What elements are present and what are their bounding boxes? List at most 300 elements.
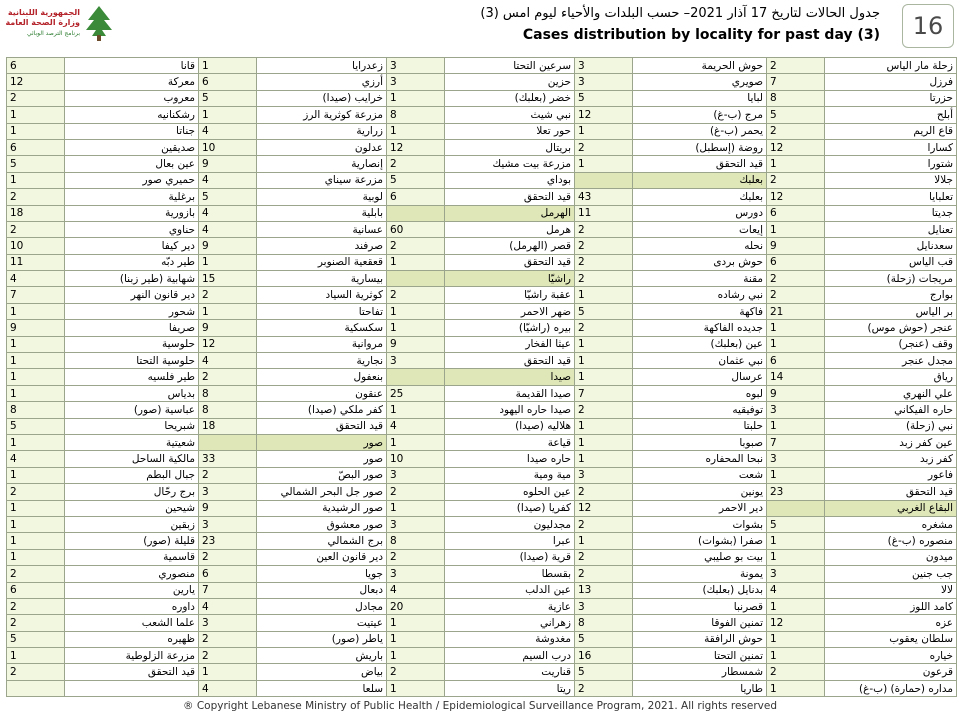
case-count-cell: 2 bbox=[387, 238, 445, 254]
case-count-cell: 2 bbox=[387, 484, 445, 500]
locality-name-cell: قاع الريم bbox=[825, 123, 957, 139]
case-count-cell: 2 bbox=[7, 664, 65, 680]
table-row bbox=[7, 238, 957, 254]
case-count-cell: 1 bbox=[7, 172, 65, 188]
table-row bbox=[7, 467, 957, 483]
case-count-cell: 2 bbox=[199, 549, 257, 565]
locality-name-cell: قيد التحقق bbox=[65, 664, 199, 680]
case-count-cell: 2 bbox=[575, 271, 633, 287]
case-count-cell: 18 bbox=[7, 205, 65, 221]
case-count-cell: 2 bbox=[7, 566, 65, 582]
locality-name-cell: سكسكية bbox=[257, 320, 387, 336]
case-count-cell: 4 bbox=[7, 451, 65, 467]
table-row bbox=[7, 582, 957, 598]
case-count-cell: 1 bbox=[7, 467, 65, 483]
table-row bbox=[7, 615, 957, 631]
locality-name-cell: عين (بعلبك) bbox=[633, 336, 767, 352]
locality-name-cell: عباسية (صور) bbox=[65, 402, 199, 418]
case-count-cell: 9 bbox=[387, 336, 445, 352]
locality-name-cell: شتورا bbox=[825, 156, 957, 172]
locality-name-cell: شحور bbox=[65, 303, 199, 319]
case-count-cell: 9 bbox=[199, 156, 257, 172]
case-count-cell: 20 bbox=[387, 598, 445, 614]
case-count-cell: 12 bbox=[575, 500, 633, 516]
locality-name-cell: خرايب (صيدا) bbox=[257, 90, 387, 106]
locality-name-cell: عنقون bbox=[257, 385, 387, 401]
locality-name-cell: قيد التحقق bbox=[257, 418, 387, 434]
case-count-cell: 1 bbox=[767, 221, 825, 237]
locality-name-cell: مجدل عنجر bbox=[825, 353, 957, 369]
locality-name-cell: بنعفول bbox=[257, 369, 387, 385]
locality-name-cell: بوارج bbox=[825, 287, 957, 303]
locality-name-cell: قعقعية الصنوبر bbox=[257, 254, 387, 270]
locality-name-cell: مغدوشة bbox=[445, 631, 575, 647]
case-count-cell: 1 bbox=[767, 648, 825, 664]
case-count-cell bbox=[575, 172, 633, 188]
table-row bbox=[7, 516, 957, 532]
case-count-cell: 2 bbox=[387, 549, 445, 565]
locality-name-cell: قاسمية bbox=[65, 549, 199, 565]
locality-name-cell: برغلية bbox=[65, 189, 199, 205]
case-count-cell: 5 bbox=[7, 631, 65, 647]
case-count-cell: 5 bbox=[575, 303, 633, 319]
case-count-cell: 13 bbox=[575, 582, 633, 598]
title-english: Cases distribution by locality for past day (3) bbox=[522, 27, 880, 43]
locality-name-cell: شهابية (طير زبنا) bbox=[65, 271, 199, 287]
table-row bbox=[7, 320, 957, 336]
case-count-cell: 2 bbox=[199, 648, 257, 664]
case-count-cell: 8 bbox=[575, 615, 633, 631]
case-count-cell: 3 bbox=[199, 484, 257, 500]
case-count-cell bbox=[387, 369, 445, 385]
case-count-cell: 23 bbox=[199, 533, 257, 549]
locality-name-cell: توفيقيه bbox=[633, 402, 767, 418]
case-count-cell: 1 bbox=[7, 107, 65, 123]
case-count-cell: 9 bbox=[199, 320, 257, 336]
case-count-cell: 2 bbox=[7, 189, 65, 205]
locality-name-cell: زعدرايا bbox=[257, 58, 387, 74]
case-count-cell: 4 bbox=[199, 123, 257, 139]
case-count-cell: 2 bbox=[387, 287, 445, 303]
case-count-cell: 1 bbox=[575, 336, 633, 352]
locality-name-cell: بشوات bbox=[633, 516, 767, 532]
locality-name-cell: مريجات (زحلة) bbox=[825, 271, 957, 287]
logo-line-1: الجمهورية اللبنانية bbox=[7, 8, 80, 17]
locality-name-cell: فاعور bbox=[825, 467, 957, 483]
locality-name-cell: كسارا bbox=[825, 139, 957, 155]
case-count-cell: 3 bbox=[575, 58, 633, 74]
locality-name-cell: كامد اللوز bbox=[825, 598, 957, 614]
locality-name-cell: هلاليه (صيدا) bbox=[445, 418, 575, 434]
case-count-cell: 2 bbox=[199, 369, 257, 385]
case-count-cell: 2 bbox=[575, 566, 633, 582]
locality-name-cell: بدياس bbox=[65, 385, 199, 401]
locality-name-cell: شبريحا bbox=[65, 418, 199, 434]
locality-name-cell: حاره الفيكاني bbox=[825, 402, 957, 418]
title-arabic: جدول الحالات لتاريخ 17 آذار 2021– حسب البلدات والأحياء ليوم امس (3) bbox=[480, 6, 880, 21]
case-count-cell: 1 bbox=[575, 156, 633, 172]
locality-name-cell: عقبة راشيّا bbox=[445, 287, 575, 303]
locality-name-cell: قليلة (صور) bbox=[65, 533, 199, 549]
locality-name-cell: نبحا المحفاره bbox=[633, 451, 767, 467]
case-count-cell: 2 bbox=[575, 238, 633, 254]
case-count-cell: 1 bbox=[767, 418, 825, 434]
case-count-cell: 2 bbox=[575, 549, 633, 565]
locality-name-cell: زبقين bbox=[65, 516, 199, 532]
case-count-cell: 8 bbox=[199, 385, 257, 401]
locality-name-cell: سلعا bbox=[257, 680, 387, 696]
case-count-cell: 2 bbox=[575, 402, 633, 418]
table-row bbox=[7, 353, 957, 369]
locality-name-cell: كفر زبد bbox=[825, 451, 957, 467]
table-row bbox=[7, 189, 957, 205]
case-count-cell: 4 bbox=[387, 418, 445, 434]
case-count-cell: 5 bbox=[7, 156, 65, 172]
locality-name-cell: وقف (عنجر) bbox=[825, 336, 957, 352]
locality-name-cell: لبوه bbox=[633, 385, 767, 401]
case-count-cell: 9 bbox=[199, 238, 257, 254]
case-count-cell: 12 bbox=[575, 107, 633, 123]
table-row bbox=[7, 598, 957, 614]
table-row bbox=[7, 451, 957, 467]
locality-name-cell: تمنين التحتا bbox=[633, 648, 767, 664]
district-header-cell: بعلبك bbox=[633, 172, 767, 188]
table-row bbox=[7, 58, 957, 74]
table-row bbox=[7, 172, 957, 188]
locality-name-cell: قناريت bbox=[445, 664, 575, 680]
locality-name-cell: حناوي bbox=[65, 221, 199, 237]
locality-name-cell: دير قانون العين bbox=[257, 549, 387, 565]
locality-name-cell: حزين bbox=[445, 74, 575, 90]
case-count-cell bbox=[199, 434, 257, 450]
case-count-cell: 2 bbox=[575, 139, 633, 155]
case-count-cell: 3 bbox=[767, 451, 825, 467]
case-count-cell: 2 bbox=[767, 271, 825, 287]
case-count-cell: 43 bbox=[575, 189, 633, 205]
case-count-cell: 1 bbox=[575, 353, 633, 369]
locality-name-cell: جناتا bbox=[65, 123, 199, 139]
case-count-cell: 8 bbox=[7, 402, 65, 418]
locality-name-cell: مروانية bbox=[257, 336, 387, 352]
case-count-cell: 5 bbox=[767, 516, 825, 532]
table-row bbox=[7, 139, 957, 155]
case-count-cell: 3 bbox=[575, 598, 633, 614]
locality-name-cell: كفر ملكي (صيدا) bbox=[257, 402, 387, 418]
case-count-cell: 11 bbox=[575, 205, 633, 221]
locality-name-cell: بياض bbox=[257, 664, 387, 680]
locality-name-cell: نبي (زحلة) bbox=[825, 418, 957, 434]
locality-name-cell: تعلبايا bbox=[825, 189, 957, 205]
table-row bbox=[7, 90, 957, 106]
locality-name-cell: نبي عثمان bbox=[633, 353, 767, 369]
case-count-cell: 8 bbox=[199, 402, 257, 418]
case-count-cell: 1 bbox=[575, 369, 633, 385]
locality-name-cell: عسانية bbox=[257, 221, 387, 237]
case-count-cell: 23 bbox=[767, 484, 825, 500]
table-row bbox=[7, 107, 957, 123]
case-count-cell: 1 bbox=[7, 336, 65, 352]
locality-name-cell: ياطر (صور) bbox=[257, 631, 387, 647]
case-count-cell: 1 bbox=[767, 467, 825, 483]
case-count-cell: 1 bbox=[387, 615, 445, 631]
case-count-cell: 3 bbox=[767, 566, 825, 582]
case-count-cell: 5 bbox=[7, 418, 65, 434]
case-count-cell: 1 bbox=[199, 107, 257, 123]
case-count-cell: 4 bbox=[767, 582, 825, 598]
locality-name-cell: تمنين الفوقا bbox=[633, 615, 767, 631]
locality-name-cell: طاريا bbox=[633, 680, 767, 696]
table-row bbox=[7, 631, 957, 647]
locality-name-cell: عبرا bbox=[445, 533, 575, 549]
locality-name-cell: صويري bbox=[633, 74, 767, 90]
case-count-cell bbox=[387, 271, 445, 287]
locality-name-cell: صيدا القديمة bbox=[445, 385, 575, 401]
case-count-cell: 1 bbox=[575, 533, 633, 549]
case-count-cell: 6 bbox=[387, 189, 445, 205]
locality-name-cell: لالا bbox=[825, 582, 957, 598]
case-count-cell: 1 bbox=[387, 90, 445, 106]
case-count-cell: 12 bbox=[7, 74, 65, 90]
table-row bbox=[7, 254, 957, 270]
table-row bbox=[7, 484, 957, 500]
table-row bbox=[7, 533, 957, 549]
case-count-cell: 2 bbox=[575, 484, 633, 500]
locality-name-cell: باريش bbox=[257, 648, 387, 664]
case-count-cell: 2 bbox=[7, 598, 65, 614]
locality-name-cell: صديقين bbox=[65, 139, 199, 155]
case-count-cell: 1 bbox=[7, 648, 65, 664]
case-count-cell: 2 bbox=[7, 615, 65, 631]
case-count-cell: 3 bbox=[387, 74, 445, 90]
case-count-cell: 5 bbox=[575, 90, 633, 106]
page-header bbox=[0, 0, 960, 50]
case-count-cell: 6 bbox=[199, 566, 257, 582]
case-count-cell: 3 bbox=[387, 467, 445, 483]
locality-name-cell: درب السيم bbox=[445, 648, 575, 664]
locality-name-cell: قانا bbox=[65, 58, 199, 74]
case-count-cell: 2 bbox=[387, 664, 445, 680]
case-count-cell: 6 bbox=[767, 254, 825, 270]
case-count-cell: 2 bbox=[387, 156, 445, 172]
case-count-cell: 1 bbox=[7, 385, 65, 401]
case-count-cell: 8 bbox=[387, 107, 445, 123]
case-count-cell: 2 bbox=[199, 631, 257, 647]
case-count-cell: 14 bbox=[767, 369, 825, 385]
locality-name-cell: نجارية bbox=[257, 353, 387, 369]
locality-name-cell: جديتا bbox=[825, 205, 957, 221]
locality-name-cell: قصرنبا bbox=[633, 598, 767, 614]
case-count-cell: 4 bbox=[7, 271, 65, 287]
table-row bbox=[7, 287, 957, 303]
case-count-cell: 10 bbox=[387, 451, 445, 467]
case-count-cell: 15 bbox=[199, 271, 257, 287]
locality-name-cell: شعت bbox=[633, 467, 767, 483]
locality-name-cell: عنجر (حوش موس) bbox=[825, 320, 957, 336]
locality-name-cell: قرعون bbox=[825, 664, 957, 680]
case-count-cell: 2 bbox=[575, 221, 633, 237]
table-row bbox=[7, 205, 957, 221]
case-count-cell: 3 bbox=[767, 402, 825, 418]
case-count-cell: 4 bbox=[199, 172, 257, 188]
locality-name-cell: حوش بردى bbox=[633, 254, 767, 270]
locality-name-cell: حور تعلا bbox=[445, 123, 575, 139]
locality-name-cell: مداره (حمارة) (ب-غ) bbox=[825, 680, 957, 696]
case-count-cell: 6 bbox=[7, 139, 65, 155]
locality-name-cell: دير الاحمر bbox=[633, 500, 767, 516]
locality-name-cell: عين بعال bbox=[65, 156, 199, 172]
case-count-cell: 4 bbox=[199, 221, 257, 237]
case-count-cell: 12 bbox=[767, 139, 825, 155]
case-count-cell: 2 bbox=[575, 320, 633, 336]
locality-name-cell: جب جنين bbox=[825, 566, 957, 582]
case-count-cell: 2 bbox=[199, 287, 257, 303]
case-count-cell: 25 bbox=[387, 385, 445, 401]
locality-name-cell: حوش الرافقة bbox=[633, 631, 767, 647]
case-count-cell: 4 bbox=[199, 680, 257, 696]
locality-name-cell: أبلح bbox=[825, 107, 957, 123]
locality-name-cell: سعدنايل bbox=[825, 238, 957, 254]
case-count-cell: 2 bbox=[7, 90, 65, 106]
case-count-cell: 6 bbox=[767, 353, 825, 369]
locality-name-cell: حلوسية bbox=[65, 336, 199, 352]
locality-name-cell: زحلة مار الياس bbox=[825, 58, 957, 74]
locality-name-cell: بدنايل (بعلبك) bbox=[633, 582, 767, 598]
case-count-cell: 21 bbox=[767, 303, 825, 319]
locality-name-cell: زهراني bbox=[445, 615, 575, 631]
case-count-cell: 6 bbox=[767, 205, 825, 221]
case-count-cell: 1 bbox=[767, 549, 825, 565]
locality-name-cell: عازية bbox=[445, 598, 575, 614]
locality-name-cell: كفريا (صيدا) bbox=[445, 500, 575, 516]
table-row bbox=[7, 303, 957, 319]
case-count-cell: 3 bbox=[575, 74, 633, 90]
locality-name-cell: جلالا bbox=[825, 172, 957, 188]
case-count-cell: 2 bbox=[767, 172, 825, 188]
case-count-cell: 1 bbox=[575, 434, 633, 450]
case-count-cell: 4 bbox=[199, 205, 257, 221]
case-count-cell: 1 bbox=[387, 648, 445, 664]
locality-name-cell: قيد التحقق bbox=[445, 189, 575, 205]
case-count-cell: 7 bbox=[767, 434, 825, 450]
locality-name-cell: مية ومية bbox=[445, 467, 575, 483]
locality-name-cell: عين كفر زبد bbox=[825, 434, 957, 450]
cases-table bbox=[6, 57, 957, 697]
locality-name-cell: صيدا حاره اليهود bbox=[445, 402, 575, 418]
case-count-cell: 12 bbox=[767, 615, 825, 631]
case-count-cell: 8 bbox=[387, 533, 445, 549]
case-count-cell: 5 bbox=[387, 172, 445, 188]
case-count-cell: 9 bbox=[767, 238, 825, 254]
locality-name-cell: تفاحتا bbox=[257, 303, 387, 319]
locality-name-cell: صور الرشيدية bbox=[257, 500, 387, 516]
case-count-cell: 1 bbox=[7, 549, 65, 565]
table-row bbox=[7, 434, 957, 450]
table-row bbox=[7, 680, 957, 696]
locality-name-cell: عزه bbox=[825, 615, 957, 631]
case-count-cell: 1 bbox=[199, 303, 257, 319]
case-count-cell: 2 bbox=[575, 516, 633, 532]
locality-name-cell: نبي رشاده bbox=[633, 287, 767, 303]
locality-name-cell: عيتيت bbox=[257, 615, 387, 631]
table-row bbox=[7, 74, 957, 90]
locality-name-cell: بر الياس bbox=[825, 303, 957, 319]
locality-name-cell: دبعال bbox=[257, 582, 387, 598]
locality-name-cell: تعنايل bbox=[825, 221, 957, 237]
case-count-cell: 1 bbox=[7, 500, 65, 516]
locality-name-cell: طير دبّه bbox=[65, 254, 199, 270]
locality-name-cell: بيره (راشيّا) bbox=[445, 320, 575, 336]
case-count-cell: 2 bbox=[767, 123, 825, 139]
case-count-cell: 7 bbox=[767, 74, 825, 90]
table-row bbox=[7, 549, 957, 565]
locality-name-cell: مرج (ب-غ) bbox=[633, 107, 767, 123]
locality-name-cell: يونين bbox=[633, 484, 767, 500]
table-row bbox=[7, 500, 957, 516]
locality-name-cell: خياره bbox=[825, 648, 957, 664]
locality-name-cell: مزرعة سيناي bbox=[257, 172, 387, 188]
case-count-cell: 7 bbox=[199, 582, 257, 598]
locality-name-cell: جويا bbox=[257, 566, 387, 582]
locality-name-cell: داوره bbox=[65, 598, 199, 614]
locality-name-cell: فرزل bbox=[825, 74, 957, 90]
locality-name-cell: مالكية الساحل bbox=[65, 451, 199, 467]
case-count-cell: 1 bbox=[575, 123, 633, 139]
locality-name-cell: معروب bbox=[65, 90, 199, 106]
case-count-cell: 12 bbox=[199, 336, 257, 352]
case-count-cell: 4 bbox=[199, 353, 257, 369]
locality-name-cell: لوبية bbox=[257, 189, 387, 205]
case-count-cell: 11 bbox=[7, 254, 65, 270]
locality-name-cell: صور البصّ bbox=[257, 467, 387, 483]
locality-name-cell: حزرتا bbox=[825, 90, 957, 106]
district-header-cell: البقاع الغربي bbox=[825, 500, 957, 516]
case-count-cell: 2 bbox=[767, 287, 825, 303]
case-count-cell: 1 bbox=[7, 353, 65, 369]
locality-name-cell: قرية (صيدا) bbox=[445, 549, 575, 565]
case-count-cell: 1 bbox=[767, 680, 825, 696]
case-count-cell: 7 bbox=[7, 287, 65, 303]
table-row bbox=[7, 566, 957, 582]
logo-line-3: برنامج الترصد الوبائي bbox=[26, 30, 80, 37]
page-number: 16 bbox=[902, 4, 954, 48]
case-count-cell: 2 bbox=[767, 664, 825, 680]
locality-name-cell: طير فلسيه bbox=[65, 369, 199, 385]
locality-name-cell: برج رحّال bbox=[65, 484, 199, 500]
case-count-cell: 1 bbox=[387, 402, 445, 418]
case-count-cell: 3 bbox=[199, 516, 257, 532]
case-count-cell: 1 bbox=[7, 303, 65, 319]
case-count-cell: 2 bbox=[7, 221, 65, 237]
locality-name-cell: عرسال bbox=[633, 369, 767, 385]
locality-name-cell bbox=[65, 680, 199, 696]
locality-name-cell: دورس bbox=[633, 205, 767, 221]
locality-name-cell: روضة (إسطبل) bbox=[633, 139, 767, 155]
case-count-cell: 5 bbox=[575, 631, 633, 647]
locality-name-cell: أرزي bbox=[257, 74, 387, 90]
case-count-cell: 9 bbox=[7, 320, 65, 336]
locality-name-cell: ميدون bbox=[825, 549, 957, 565]
case-count-cell: 9 bbox=[767, 385, 825, 401]
locality-name-cell: صور معشوق bbox=[257, 516, 387, 532]
locality-name-cell: هرمل bbox=[445, 221, 575, 237]
locality-name-cell: رشكنانيه bbox=[65, 107, 199, 123]
locality-name-cell: شيحين bbox=[65, 500, 199, 516]
case-count-cell bbox=[7, 680, 65, 696]
case-count-cell: 1 bbox=[7, 533, 65, 549]
locality-name-cell: صبوبا bbox=[633, 434, 767, 450]
locality-name-cell: مجادل bbox=[257, 598, 387, 614]
ministry-logo bbox=[6, 4, 118, 44]
